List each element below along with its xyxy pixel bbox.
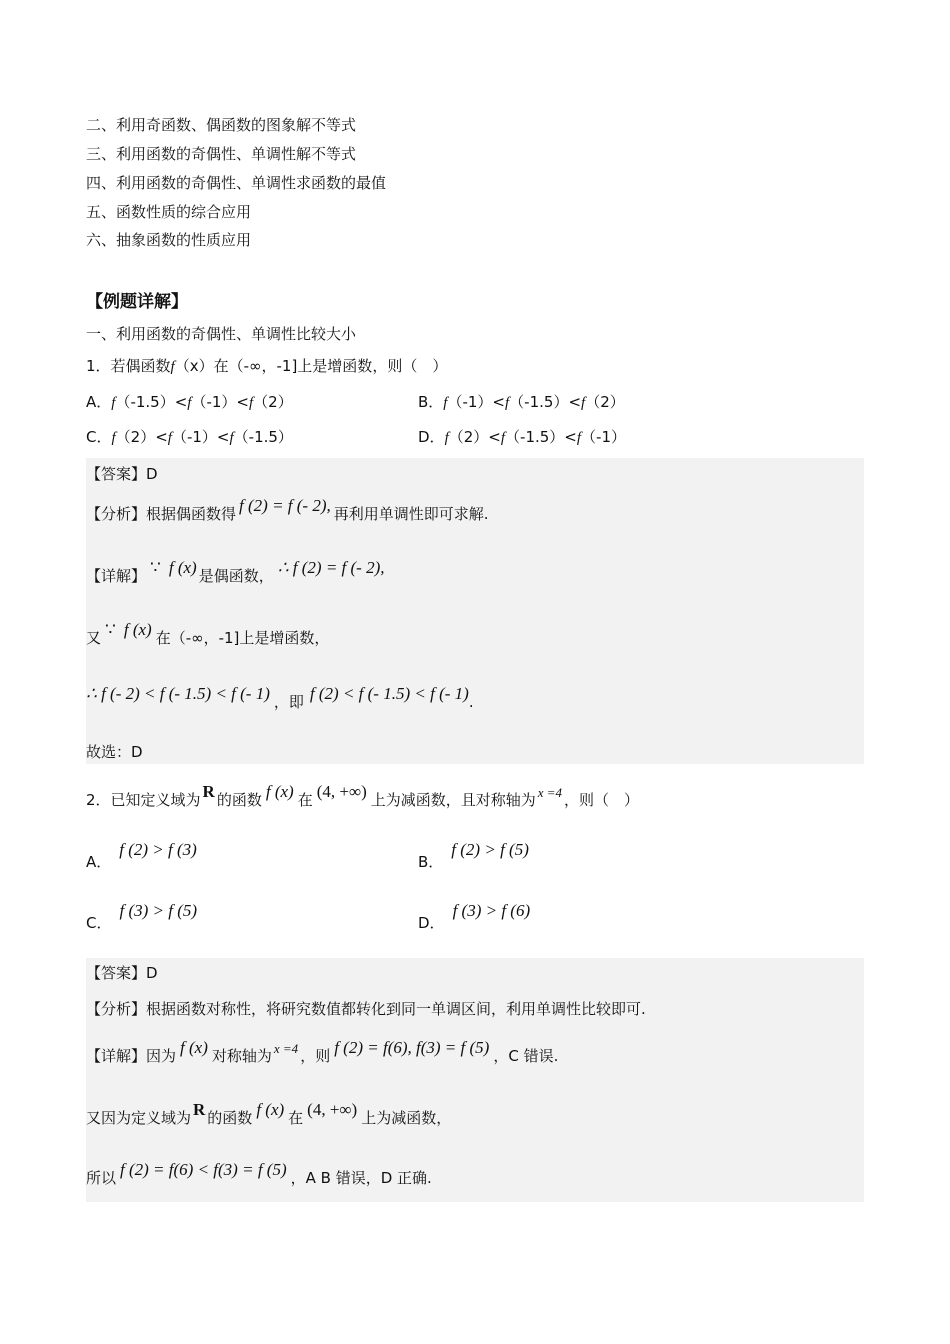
f-symbol: f [581, 395, 586, 411]
option-text: （-1.5） [233, 428, 293, 446]
so-text: ，A B 错误，D 正确. [290, 1169, 432, 1187]
q1-stem-pre: 1．若偶函数 [86, 357, 171, 375]
again-text: 的函数 [207, 1109, 253, 1127]
q1-option-c[interactable] [86, 427, 293, 448]
again-text: 上为减函数， [361, 1109, 452, 1127]
option-text: （-1.5）< [505, 428, 577, 446]
detail-math: f (x) [180, 1038, 208, 1057]
option-text: （-1.5）< [509, 393, 582, 411]
analysis-math: f (2) = f (- 2), [239, 496, 331, 515]
q2-stem-text: 在 [297, 791, 313, 809]
again-math: (4, +∞) [307, 1100, 358, 1119]
detail-text: 对称轴为 [211, 1047, 272, 1065]
again-math: f (x) [123, 620, 152, 639]
f-symbol: f [500, 430, 506, 446]
q2-stem-text: 的函数 [216, 791, 262, 809]
analysis-label: 【分析】 [86, 505, 147, 523]
outline-item-5: 五、函数性质的综合应用 [86, 203, 252, 221]
q1-option-b[interactable] [418, 392, 625, 413]
option-letter: D． [418, 428, 445, 446]
option-letter: B． [418, 853, 444, 871]
option-text: （-1） [581, 428, 627, 446]
q2-stem-text: 2．已知定义域为 [86, 791, 201, 809]
f-symbol: f [111, 430, 116, 446]
outline-item-6: 六、抽象函数的性质应用 [86, 231, 252, 249]
detail-text: ，则 [300, 1047, 331, 1065]
f-symbol: f [444, 430, 449, 446]
q2-answer [86, 963, 158, 983]
option-letter: C． [86, 428, 112, 446]
inequality-text: ，即 [273, 693, 304, 711]
again-text: 又 [86, 629, 102, 647]
q2-stem-math: f (x) [265, 782, 294, 801]
q1-analysis [86, 496, 489, 530]
f-symbol: f [167, 430, 172, 446]
option-text: （2）< [115, 428, 168, 446]
option-text: （2） [253, 393, 293, 411]
f-symbol: f [187, 395, 192, 411]
outline-item-4: 四、利用函数的奇偶性、单调性求函数的最值 [86, 174, 387, 192]
detail-label: 【详解】 [86, 1047, 147, 1065]
outline-item-2: 二、利用奇函数、偶函数的图象解不等式 [86, 116, 357, 134]
option-text: （2）< [448, 428, 501, 446]
f-symbol: f [248, 395, 254, 411]
real-set-symbol: R [202, 782, 215, 801]
q2-stem [86, 782, 640, 816]
option-math: f (3) > f (5) [119, 901, 198, 920]
option-text: （-1）< [447, 393, 505, 411]
option-text: （-1）< [171, 428, 230, 446]
q2-option-a[interactable] [86, 840, 197, 878]
q2-analysis [86, 999, 646, 1019]
again-math: f (x) [256, 1100, 285, 1119]
answer-value: D [146, 964, 158, 982]
q2-detail [86, 1038, 559, 1072]
detail-math: f (2) = f(6), f(3) = f (5) [334, 1038, 490, 1057]
detail-math: f (x) [168, 558, 197, 577]
analysis-text: 再利用单调性即可求解. [333, 505, 489, 523]
detail-text: 是偶函数， [198, 567, 274, 585]
answer-label: 【答案】 [86, 964, 147, 982]
real-set-symbol: R [193, 1100, 206, 1119]
inequality-math: f (2) < f (- 1.5) < f (- 1) [309, 684, 469, 703]
detail-text: 因为 [146, 1047, 177, 1065]
q2-stem-math: (4, +∞) [316, 782, 367, 801]
q1-stem-f: f [170, 359, 175, 375]
option-letter: D． [418, 914, 445, 932]
q1-detail [86, 558, 385, 592]
option-math: f (2) > f (3) [119, 840, 197, 859]
option-text: （-1.5）< [115, 393, 188, 411]
detail-math: x =4 [273, 1041, 299, 1056]
f-symbol: f [505, 395, 510, 411]
q2-stem-text: ，则（ ） [564, 791, 640, 809]
option-letter: A． [86, 393, 112, 411]
because-symbol: ∵ [150, 558, 161, 577]
analysis-text: 根据偶函数得 [146, 505, 237, 523]
option-text: （-1）< [191, 393, 249, 411]
f-symbol: f [576, 430, 582, 446]
outline-item-3: 三、利用函数的奇偶性、单调性解不等式 [86, 145, 357, 163]
q2-option-c[interactable] [86, 901, 198, 939]
subsection-title: 一、利用函数的奇偶性、单调性比较大小 [86, 325, 357, 343]
analysis-label: 【分析】 [86, 1000, 147, 1018]
q2-stem-math: x =4 [537, 785, 563, 800]
so-math: f (2) = f(6) < f(3) = f (5) [120, 1160, 287, 1179]
again-text: 又因为定义域为 [86, 1109, 192, 1127]
f-symbol: f [229, 430, 234, 446]
q1-stem [86, 356, 447, 377]
q2-stem-text: 上为减函数，且对称轴为 [370, 791, 536, 809]
q2-option-b[interactable] [418, 840, 529, 878]
option-letter: B． [418, 393, 444, 411]
again-text: 在 [288, 1109, 304, 1127]
again-text: 在（-∞，-1]上是增函数， [155, 629, 330, 647]
detail-math: ∴ f (2) = f (- 2), [277, 558, 385, 577]
section-title: 【例题详解】 [86, 292, 188, 312]
detail-label: 【详解】 [86, 567, 147, 585]
q1-choose: 故选：D [86, 743, 143, 761]
option-letter: A． [86, 853, 112, 871]
detail-text: ，C 错误. [493, 1047, 559, 1065]
inequality-math: ∴ f (- 2) < f (- 1.5) < f (- 1) [86, 684, 270, 703]
q1-option-d[interactable] [418, 427, 626, 448]
option-math: f (2) > f (5) [451, 840, 529, 859]
q1-option-a[interactable] [86, 392, 293, 413]
because-symbol: ∵ [105, 620, 116, 639]
analysis-text: 根据函数对称性，将研究数值都转化到同一单调区间，利用单调性比较即可. [146, 1000, 646, 1018]
q1-inequality [86, 684, 474, 718]
option-math: f (3) > f (6) [452, 901, 531, 920]
q2-again [86, 1100, 452, 1134]
f-symbol: f [443, 395, 448, 411]
so-text: 所以 [86, 1169, 117, 1187]
q2-so [86, 1160, 432, 1194]
option-letter: C． [86, 914, 112, 932]
q1-stem-rest: （x）在（-∞，-1]上是增函数，则（ ） [174, 357, 448, 375]
q2-option-d[interactable] [418, 901, 531, 939]
f-symbol: f [111, 395, 116, 411]
option-text: （2） [585, 393, 625, 411]
inequality-text: . [468, 693, 474, 711]
answer-label: 【答案】 [86, 465, 147, 483]
q1-answer [86, 464, 158, 484]
answer-value: D [146, 465, 158, 483]
q1-again [86, 620, 330, 654]
